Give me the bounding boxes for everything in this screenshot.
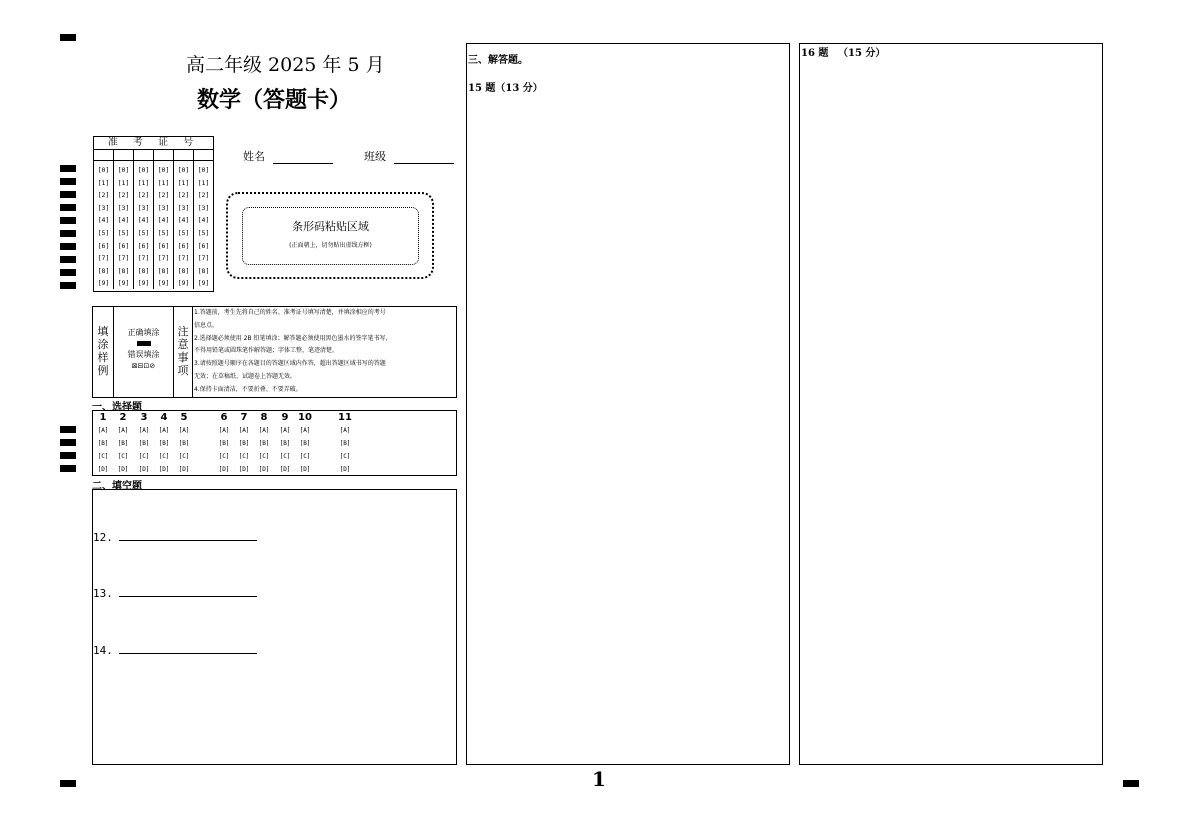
note-line: 4.保持卡面清洁，不要折叠、不要弄破。 [194,385,302,393]
admission-digit-bubble[interactable]: [3] [97,203,110,212]
choice-option-bubble[interactable]: [D] [299,466,311,473]
choice-answer-box [92,410,457,476]
timing-mark [60,165,76,172]
timing-mark [60,243,76,250]
choice-option-bubble[interactable]: [B] [299,440,311,447]
choice-question-number: 4 [160,412,168,423]
choice-option-bubble[interactable]: [A] [158,427,170,434]
choice-question [93,412,113,476]
solve-section-title: 三、解答题。 [468,55,528,66]
choice-question [134,412,154,476]
admission-digit-bubble[interactable]: [5] [177,228,190,237]
admission-digit-bubble[interactable]: [6] [157,241,170,250]
admission-digit-bubble[interactable]: [1] [177,178,190,187]
answer-panel-16[interactable] [799,43,1103,765]
choice-section-title: 一、选择题 [92,402,142,413]
choice-option-bubble[interactable]: [B] [97,440,109,447]
choice-option-bubble[interactable]: [B] [158,440,170,447]
admission-digit-bubble[interactable]: [4] [177,216,190,225]
timing-mark [60,465,76,472]
admission-digit-bubble[interactable]: [7] [97,254,110,263]
choice-option-bubble[interactable]: [B] [218,440,230,447]
choice-option-bubble[interactable]: [D] [138,466,150,473]
admission-digit-bubble[interactable]: [5] [157,228,170,237]
choice-option-bubble[interactable]: [D] [178,466,190,473]
choice-option-bubble[interactable]: [D] [158,466,170,473]
fill-sample [114,307,174,397]
choice-question [295,412,315,476]
notes-label: 注意事项 [174,307,193,397]
choice-option-bubble[interactable]: [A] [279,427,291,434]
choice-option-bubble[interactable]: [B] [339,440,351,447]
admission-digit-bubble[interactable]: [4] [197,216,210,225]
class-label: 班级 [364,150,386,163]
choice-option-bubble[interactable]: [A] [258,427,270,434]
admission-label: 准 考 证 号 [94,137,213,150]
question-16-number: 16 题 [801,48,829,59]
choice-option-bubble[interactable]: [B] [258,440,270,447]
exam-title: 高二年级 2025 年 5 月 [186,54,385,76]
admission-digit-bubble[interactable]: [7] [137,254,150,263]
fill-question-13[interactable] [93,587,257,600]
choice-option-bubble[interactable]: [C] [279,453,291,460]
timing-mark [60,217,76,224]
admission-digit-bubble[interactable]: [3] [157,203,170,212]
choice-option-bubble[interactable]: [B] [238,440,250,447]
timing-mark [60,178,76,185]
admission-digit-column [114,161,134,289]
choice-question [113,412,133,476]
timing-mark [60,282,76,289]
admission-write-row[interactable] [94,150,213,161]
admission-digit-bubble[interactable]: [7] [197,254,210,263]
choice-option-bubble[interactable]: [C] [178,453,190,460]
admission-digit-bubble[interactable]: [3] [137,203,150,212]
admission-digit-bubble[interactable]: [5] [137,228,150,237]
timing-mark [60,204,76,211]
choice-question-number: 11 [338,412,352,423]
question-15-header: 15 题（13 分） [468,83,543,94]
admission-digit-bubble[interactable]: [9] [117,279,130,288]
admission-digit-column [94,161,114,289]
timing-mark [60,439,76,446]
admission-digit-bubble[interactable]: [4] [117,216,130,225]
timing-mark [60,426,76,433]
choice-option-bubble[interactable]: [B] [138,440,150,447]
name-field[interactable] [243,148,333,164]
admission-digit-bubble[interactable]: [8] [97,266,110,275]
timing-mark [60,780,76,787]
note-line: 3.请按照题号顺序在各题目的答题区域内作答，超出答题区域书写的答题 [194,360,386,368]
choice-question [234,412,254,476]
note-line: 2.选择题必须使用 2B 铅笔填涂；解答题必须使用黑色墨水的签字笔书写, [194,334,388,342]
admission-digit-bubble[interactable]: [0] [157,166,170,174]
choice-question [154,412,174,476]
note-line: 不得用铅笔或圆珠笔作解答题；字体工整、笔迹清楚。 [194,347,339,355]
choice-question [214,412,234,476]
choice-option-bubble[interactable]: [C] [218,453,230,460]
admission-digit-bubble[interactable]: [9] [177,279,190,288]
notes-list [193,307,456,397]
choice-option-bubble[interactable]: [A] [339,427,351,434]
admission-digit-bubble[interactable]: [8] [117,266,130,275]
admission-digit-bubble[interactable]: [4] [97,216,110,225]
choice-option-bubble[interactable]: [B] [279,440,291,447]
choice-option-bubble[interactable]: [A] [97,427,109,434]
admission-digit-bubble[interactable]: [0] [197,166,210,174]
admission-digit-bubble[interactable]: [1] [137,178,150,187]
admission-digit-bubble[interactable]: [2] [197,191,210,200]
choice-question-number: 10 [298,412,312,423]
admission-digit-bubble[interactable]: [8] [197,266,210,275]
admission-digit-bubble[interactable]: [2] [117,191,130,200]
timing-mark [60,230,76,237]
choice-option-bubble[interactable]: [C] [97,453,109,460]
admission-digit-bubble[interactable]: [0] [117,166,130,174]
choice-question-number: 7 [240,412,248,423]
fill-instructions-box [92,306,457,398]
page-number: 1 [592,767,606,791]
choice-option-bubble[interactable]: [A] [138,427,150,434]
answer-panel-15[interactable] [466,43,790,765]
choice-option-bubble[interactable]: [D] [258,466,270,473]
admission-digit-bubble[interactable]: [2] [97,191,110,200]
choice-question-number: 2 [119,412,127,423]
admission-digit-bubble[interactable]: [7] [157,254,170,263]
admission-digit-bubble[interactable]: [1] [97,178,110,187]
admission-digit-column [154,161,174,289]
timing-mark [60,191,76,198]
admission-number-grid [93,136,214,292]
timing-mark [60,256,76,263]
choice-question-number: 6 [220,412,228,423]
admission-digit-bubble[interactable]: [7] [177,254,190,263]
choice-option-bubble[interactable]: [A] [178,427,190,434]
choice-question-number: 5 [180,412,188,423]
choice-option-bubble[interactable]: [A] [218,427,230,434]
admission-digit-bubble[interactable]: [5] [117,228,130,237]
barcode-title: 条形码粘贴区域 [292,220,369,233]
admission-digit-column [134,161,154,289]
fill-number: 13. [93,587,113,600]
choice-question [254,412,274,476]
timing-mark [60,452,76,459]
admission-digit-bubble[interactable]: [9] [137,279,150,288]
fill-answer-box [92,489,457,765]
choice-option-bubble[interactable]: [C] [117,453,129,460]
admission-digit-bubble[interactable]: [9] [97,279,110,288]
admission-digit-bubble[interactable]: [0] [177,166,190,174]
choice-option-bubble[interactable]: [D] [279,466,291,473]
question-16-score: （15 分） [838,48,886,59]
choice-question-number: 9 [281,412,289,423]
fill-question-12[interactable] [93,531,257,544]
note-line: 无效；在草稿纸、试题卷上答题无效。 [194,372,297,380]
timing-mark [1123,780,1139,787]
choice-option-bubble[interactable]: [B] [178,440,190,447]
admission-digit-bubble[interactable]: [1] [117,178,130,187]
wrong-fill-label: 错误填涂 [127,350,160,359]
admission-digit-bubble[interactable]: [3] [117,203,130,212]
choice-question [335,412,355,476]
choice-option-bubble[interactable]: [C] [299,453,311,460]
choice-option-bubble[interactable]: [D] [97,466,109,473]
choice-option-bubble[interactable]: [C] [238,453,250,460]
barcode-subtitle: (正面朝上，切勿贴出虚线方框) [289,242,372,249]
admission-digit-bubble[interactable]: [2] [157,191,170,200]
fill-example-label: 填涂样例 [93,307,114,397]
admission-digit-bubble[interactable]: [1] [157,178,170,187]
class-field[interactable] [364,148,454,164]
name-label: 姓名 [243,150,265,163]
correct-fill-mark [137,341,151,346]
admission-digit-bubble[interactable]: [7] [117,254,130,263]
choice-option-bubble[interactable]: [D] [218,466,230,473]
admission-digit-bubble[interactable]: [4] [137,216,150,225]
fill-section-title: 二、填空题 [92,481,142,492]
choice-option-bubble[interactable]: [D] [339,466,351,473]
choice-question-number: 1 [99,412,107,423]
choice-option-bubble[interactable]: [A] [238,427,250,434]
admission-digit-bubble[interactable]: [2] [177,191,190,200]
admission-digit-bubble[interactable]: [4] [157,216,170,225]
choice-option-bubble[interactable]: [A] [117,427,129,434]
choice-option-bubble[interactable]: [D] [238,466,250,473]
fill-question-14[interactable] [93,644,257,657]
choice-option-bubble[interactable]: [A] [299,427,311,434]
admission-digit-column [194,161,213,289]
admission-digit-bubble[interactable]: [6] [177,241,190,250]
admission-digit-bubble[interactable]: [5] [97,228,110,237]
admission-digit-bubble[interactable]: [9] [197,279,210,288]
subject-title: 数学（答题卡） [197,88,352,113]
admission-bubble-columns [94,161,213,289]
admission-digit-bubble[interactable]: [8] [137,266,150,275]
choice-option-bubble[interactable]: [C] [138,453,150,460]
admission-digit-bubble[interactable]: [2] [137,191,150,200]
admission-digit-bubble[interactable]: [1] [197,178,210,187]
choice-question [275,412,295,476]
note-line: 1.答题前，考生先将自己的姓名、准考证号填写清楚，并填涂相应的考号 [194,309,386,316]
choice-option-bubble[interactable]: [C] [339,453,351,460]
barcode-area [242,207,419,265]
timing-mark [60,34,76,41]
choice-question-number: 8 [260,412,268,423]
admission-digit-bubble[interactable]: [5] [197,228,210,237]
note-line: 信息点。 [194,321,219,329]
admission-digit-bubble[interactable]: [9] [157,279,170,288]
admission-digit-bubble[interactable]: [6] [137,241,150,250]
choice-option-bubble[interactable]: [D] [117,466,129,473]
admission-digit-bubble[interactable]: [3] [197,203,210,212]
choice-option-bubble[interactable]: [C] [158,453,170,460]
choice-question-number: 3 [140,412,148,423]
admission-digit-column [174,161,194,289]
admission-digit-bubble[interactable]: [0] [137,166,150,174]
correct-fill-label: 正确填涂 [127,328,160,337]
admission-digit-bubble[interactable]: [6] [117,241,130,250]
admission-digit-bubble[interactable]: [6] [197,241,210,250]
wrong-fill-marks: ⊠⊟⊡⊘ [131,362,156,370]
choice-option-bubble[interactable]: [B] [117,440,129,447]
timing-mark [60,269,76,276]
choice-question [174,412,194,476]
admission-digit-bubble[interactable]: [0] [97,166,110,174]
fill-number: 14. [93,644,113,657]
admission-digit-bubble[interactable]: [8] [157,266,170,275]
admission-digit-bubble[interactable]: [3] [177,203,190,212]
admission-digit-bubble[interactable]: [8] [177,266,190,275]
choice-option-bubble[interactable]: [C] [258,453,270,460]
admission-digit-bubble[interactable]: [6] [97,241,110,250]
fill-number: 12. [93,531,113,544]
